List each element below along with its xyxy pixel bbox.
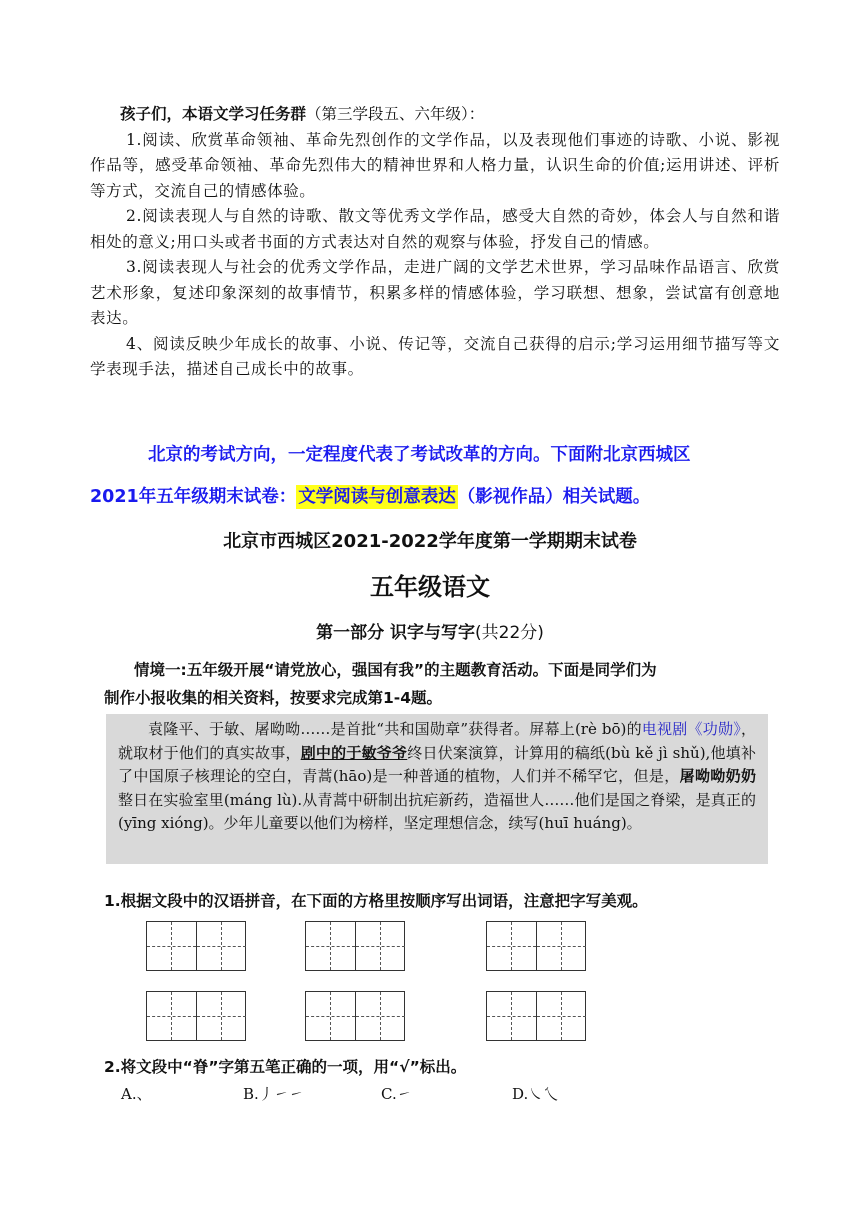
option-d[interactable]: D.㇏乀 [512,1085,559,1103]
task-item-4: 4、阅读反映少年成长的故事、小说、传记等，交流自己获得的启示;学习运用细节描写等文学表现手法，描述自己成长中的故事。 [90,334,780,378]
notice-line-1: 北京的考试方向，一定程度代表了考试改革的方向。下面附北京西城区 [148,445,691,465]
situation-intro [104,656,764,712]
learning-task-intro [90,102,780,383]
intro-heading-paren: （第三学段五、六年级）： [306,105,485,123]
writing-grid-3[interactable] [486,921,586,971]
notice-line-2-pre: 2021年五年级期末试卷： [90,487,297,507]
part-heading [0,618,860,643]
notice-highlight: 文学阅读与创意表达 [298,487,456,507]
passage-part-1: 袁隆平、于敏、屠呦呦……是首批“共和国勋章”获得者。屏幕上(rè bō)的 [148,720,642,738]
question-1: 1.根据文段中的汉语拼音，在下面的方格里按顺序写出词语，注意把字写美观。 [104,892,648,910]
option-a[interactable]: A.、 [121,1085,152,1103]
exam-subject: 五年级语文 [370,573,490,601]
passage-bold-name: 屠呦呦奶奶 [679,767,756,785]
option-c[interactable]: C.㇀ [381,1085,412,1103]
passage-text [106,714,768,836]
writing-grid-4[interactable] [146,991,246,1041]
passage-tv-title: 电视剧《功勋》 [641,720,741,738]
passage-part-7: 整日在实验室里(máng lù).从青蒿中研制出抗疟新药，造福世人……他们是国之脊梁，是真正的(yīng xióng)。少年儿童要以他们为榜样，坚定理想信念，续写(huī huáng)。 [118,790,756,832]
part-score: (共22分) [475,623,544,643]
situation-line-1: 情境一:五年级开展“请党放心，强国有我”的主题教育活动。下面是同学们为 [134,661,657,679]
option-b[interactable]: B.丿㇀㇀ [243,1085,304,1103]
intro-heading-bold: 孩子们，本语文学习任务群 [120,105,307,123]
intro-heading [90,102,780,128]
passage-part-3: ，就取材于他们的真实故事， [118,720,756,762]
beijing-notice [90,434,780,518]
exam-title: 北京市西城区2021-2022学年度第一学期期末试卷 [223,531,637,552]
question-2: 2.将文段中“脊”字第五笔正确的一项，用“√”标出。 [104,1058,467,1076]
situation-line-2: 制作小报收集的相关资料，按要求完成第1-4题。 [104,689,443,707]
notice-line-2-post: （影视作品）相关试题。 [457,487,651,507]
reading-passage [106,714,768,864]
passage-part-5: 终日伏案演算，计算用的稿纸(bù kě jì shǔ),他填补了中国原子核理论的空白，青蒿(hāo)是一种普通的植物，人们并不稀罕它，但是， [118,743,756,785]
task-item-3: 3.阅读表现人与社会的优秀文学作品，走进广阔的文学艺术世界，学习品味作品语言、欣赏艺术形象，复述印象深刻的故事情节，积累多样的情感体验，学习联想、想象，尝试富有创意地表达。 [90,258,780,327]
notice-line-2 [90,476,780,518]
task-item-1: 1.阅读、欣赏革命领袖、革命先烈创作的文学作品，以及表现他们事迹的诗歌、小说、影视作品等，感受革命领袖、革命先烈伟大的精神世界和人格力量，认识生命的价值;运用讲述、评析等方式，交流自己的情感体验。 [90,130,780,200]
writing-grid-6[interactable] [486,991,586,1041]
writing-grid-1[interactable] [146,921,246,971]
task-item-2: 2.阅读表现人与自然的诗歌、散文等优秀文学作品，感受大自然的奇妙，体会人与自然和谐相处的意义;用口头或者书面的方式表达对自然的观察与体验，抒发自己的情感。 [90,207,780,251]
part-heading-bold: 第一部分 识字与写字 [316,623,475,643]
writing-grid-2[interactable] [305,921,405,971]
writing-grid-5[interactable] [305,991,405,1041]
passage-underlined: 剧中的于敏爷爷 [300,743,408,762]
